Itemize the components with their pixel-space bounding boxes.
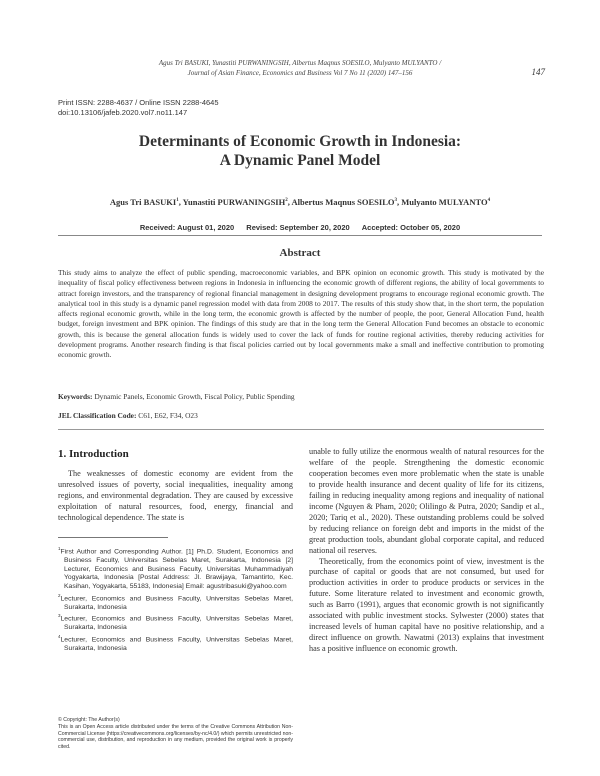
page-number: 147 [531,67,545,77]
author-list [0,197,600,207]
keywords-line [58,392,544,401]
author: Albertus Maqnus SOESILO$^3$, [291,197,402,207]
abstract-heading: Abstract [279,247,321,259]
author: Mulyanto MULYANTO$^4$ [401,197,491,207]
running-head-journal: Journal of Asian Finance, Economics and Business Vol 7 No 11 (2020) 147–156 [187,69,413,77]
jel-codes: C61, E62, F34, O23 [136,411,198,420]
footnote-divider [58,537,168,538]
author: Agus Tri BASUKI$^1$, [109,197,183,207]
intro-paragraph-2: Theoretically, from the economics point of view, investment is the purchase of capital or goods that are not consumed, but used for production activities in order to produce products or services in the future. Some literature related to investment and economic growth, such as Barro (1991), argues that economic growth is not significantly associated with public investment stocks. Sylwester (2000) states that increased levels of human capital have no positive relationship, and a direct influence on growth. Nawatmi (2013) explains that investment has a positive influence on economic growth. [309,556,544,654]
accepted-date: Accepted: October 05, 2020 [361,223,461,232]
running-head [110,58,490,78]
left-column [58,469,293,524]
paper-title [0,132,600,170]
right-column [309,447,544,655]
keywords-text: Dynamic Panels, Economic Growth, Fiscal Policy, Public Spending [92,392,295,401]
abstract-divider [58,235,542,236]
jel-line [58,411,544,420]
paper-title-line-2: A Dynamic Panel Model [219,152,381,169]
intro-paragraph-continued: unable to fully utilize the enormous wealth of natural resources for the welfare of the people. Strengthening the domestic economic cooperation becomes even more problematic when the state is unable to provide health insurance and decent quality of life for its citizens, failing in reducing inequality among regions and inequality of national income (Nguyen & Pham, 2020; Olilingo & Putra, 2020; Sandip et al., 2020; Tariq et al., 2020). These outstanding problems could be solved by reducing reliance on foreign debt and imports in the midst of the great production tools, abundant global corporate capital, and reduced national oil reserves. [309,447,544,555]
footnote: $^4$Lecturer, Economics and Business Faculty, Universitas Sebelas Maret, Surakarta, Indonesia [58,634,293,653]
introduction-heading: 1. Introduction [58,448,129,460]
copyright-line: © Copyright: The Author(s) [58,717,120,723]
author: Yunastiti PURWANINGSIH$^2$, [182,197,292,207]
footnote: $^3$Lecturer, Economics and Business Faculty, Universitas Sebelas Maret, Surakarta, Indonesia [58,613,293,632]
intro-paragraph-1: The weaknesses of domestic economy are evident from the unresolved issues of poverty, social inequalities, inequality among regions, and environmental degradation. They are caused by excessive exploitation of natural resources, food, energy, financial and technological dependence. The state is [58,469,293,522]
abstract-text: This study aims to analyze the effect of public spending, macroeconomic variables, and BPK opinion on economic growth. This study is motivated by the inequality of fiscal policy effectiveness between regions in Indonesia in influencing the economic growth of different regions, the ability of local governments to attract foreign investors, and the transparency of regional financial management in designing development programs to encourage regional economic growth. The analytical tool in this study is a dynamic panel regression model with data from 2008 to 2017. The results of this study show that, in the short term, the population affects regional economic growth, while in the long term, the economic growth is affected by the number of people, the poor, General Allocation Fund, health budget, foreign investment and BPK opinion. The findings of this study are that in the long term the General Allocation Fund becomes an obstacle to economic growth, this is because the general allocation funds is widely used to cover the lack of funds for routine regional activities, thereby reducing activities for development programs. Another research finding is that fiscal policies carried out by local governments make a small and ineffective contribution to promoting economic growth. [58,268,544,359]
footnotes [58,545,293,654]
license-text: This is an Open Access article distributed under the terms of the Creative Commons Attribution Non-Commercial License (https://creativecommons.org/licenses/by-nc/4.0/) which permits unrestricted non-commercial use, distribution, and reproduction in any medium, provided the original work is properly cited. [58,723,293,751]
running-head-authors: Agus Tri BASUKI, Yunastiti PURWANINGSIH, Albertus Maqnus SOESILO, Mulyanto MULYANTO / [158,59,442,67]
issn-line: Print ISSN: 2288-4637 / Online ISSN 2288-4645 [58,98,219,107]
section-divider [58,429,544,430]
copyright-notice [58,717,293,751]
revised-date: Revised: September 20, 2020 [246,223,350,232]
received-date: Received: August 01, 2020 [139,223,235,232]
footnote: $^1$First Author and Corresponding Author. [1] Ph.D. Student, Economics and Business Faculty, Universitas Sebelas Maret, Surakarta, Indonesia [2] Lecturer, Economics and Business Faculty, Universitas Muhammadiyah Yogyakarta, Indonesia [Postal Address: Jl. Brawijaya, Tamantirto, Kec. Kasihan, Yogyakarta, 55183, Indonesia] Email: agustribasuki@yahoo.com [58,546,293,591]
jel-label: JEL Classification Code: [58,411,137,420]
paper-title-line-1: Determinants of Economic Growth in Indonesia: [138,133,462,150]
submission-dates [0,223,600,232]
footnote: $^2$Lecturer, Economics and Business Faculty, Universitas Sebelas Maret, Surakarta, Indonesia [58,592,293,611]
doi-line: doi:10.13106/jafeb.2020.vol7.no11.147 [58,108,188,117]
keywords-label: Keywords: [58,392,93,401]
issn-block [58,98,219,118]
